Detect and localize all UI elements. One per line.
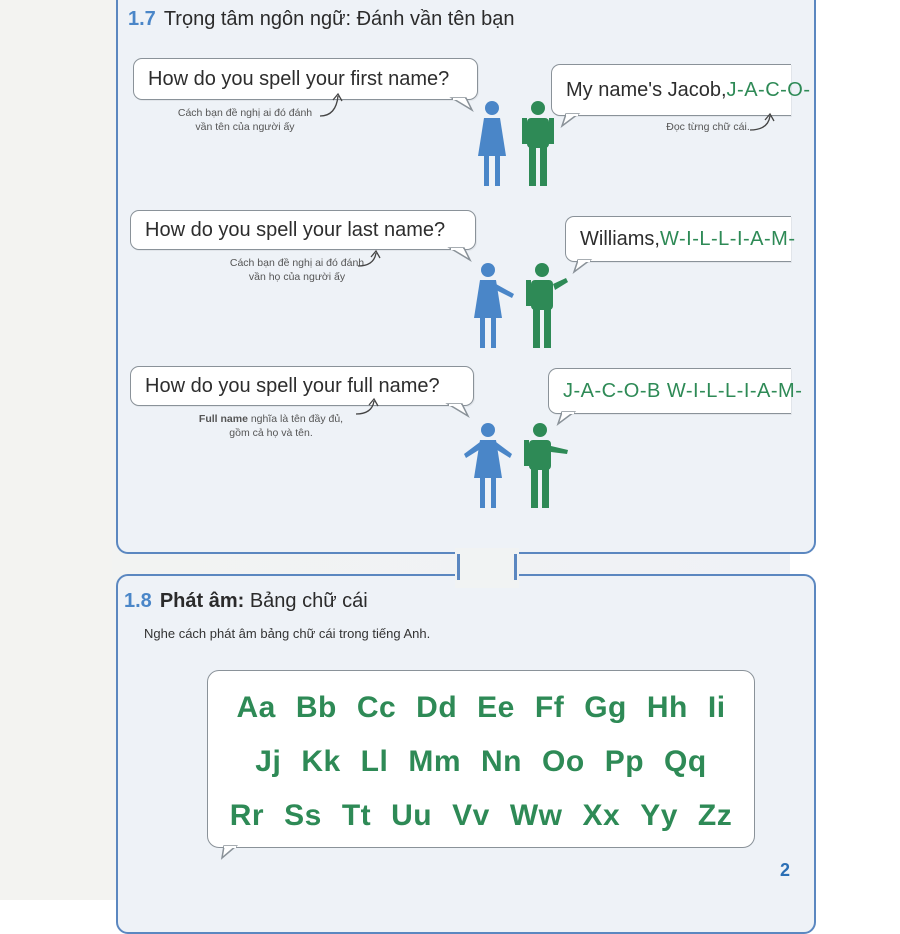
section-title-text: Trọng tâm ngôn ngữ: [163,8,352,30]
letter-pair: Jj [255,745,282,778]
connector-left [457,554,460,580]
letter-pair: Ss [284,799,322,832]
section-title-rest: Đánh vần tên bạn [356,8,515,30]
question-bubble-3 [130,366,474,406]
answer-spelling: J-A-C-O-B W-I-L-L-I-A-M- [563,379,803,402]
question-bubble-1 [133,58,478,100]
letter-pair: Pp [604,745,645,778]
letter-pair: Kk [301,745,341,778]
alphabet-row-1 [208,691,754,725]
section-number: 1.8 [124,590,152,612]
letter-pair: Gg [584,691,627,724]
letter-pair: Ii [707,691,726,724]
letter-pair: Ll [360,745,389,778]
answer-lead: Williams, [580,227,660,250]
arrow-icon [748,112,776,134]
letter-pair: Ww [509,799,563,832]
man-figure [518,98,558,190]
alphabet-bubble [207,670,755,848]
arrow-icon [354,398,384,420]
section-title-text: Phát âm: [159,590,245,612]
letter-pair: Bb [295,691,337,724]
bubble-tail-5 [446,404,476,420]
bubble-tail-2 [560,114,584,128]
question-text: How do you spell your first name? [148,67,450,90]
letter-pair: Dd [416,691,458,724]
alphabet-row-2 [208,745,754,779]
letter-pair: Tt [341,799,372,832]
woman-figure [470,260,518,352]
section-gap [455,548,519,588]
left-margin [0,0,112,900]
connector-right [514,554,517,580]
answer-lead: My name's Jacob, [566,78,727,101]
question-note-1: Cách bạn đề nghị ai đó đánh vần tên của người ấy [177,107,313,133]
alphabet-row-3 [208,799,754,833]
letter-pair: Ff [534,691,565,724]
page-number: 2 [780,860,791,880]
man-figure [524,260,572,352]
letter-pair: Yy [640,799,678,832]
letter-pair: Qq [664,745,707,778]
answer-bubble-2 [565,216,796,262]
question-note-2: Cách bạn đề nghị ai đó đánh vần họ của người ấy [229,257,365,283]
letter-pair: Rr [229,799,265,832]
answer-bubble-1 [551,64,811,116]
letter-pair: Aa [236,691,276,724]
letter-pair: Xx [582,799,621,832]
bubble-tail-7 [218,846,242,860]
letter-pair: Ee [477,691,515,724]
arrow-icon [356,250,386,272]
section-title-rest: Bảng chữ cái [249,590,368,612]
man-figure [522,420,572,512]
letter-pair: Hh [646,691,688,724]
answer-spelling: J-A-C-O- [726,78,811,101]
letter-pair: Uu [391,799,433,832]
answer-bubble-3 [548,368,803,414]
bubble-tail-4 [572,260,596,274]
question-bubble-2 [130,210,476,250]
letter-pair: Mm [408,745,462,778]
letter-pair: Oo [542,745,585,778]
section-1-7-title [128,8,514,31]
answer-spelling: W-I-L-L-I-A-M- [660,227,796,250]
question-note-3: Full name nghĩa là tên đầy đủ, gồm cả họ và tên. [198,413,344,439]
answer-note-1: Đọc từng chữ cái. [666,121,750,133]
letter-pair: Nn [481,745,523,778]
arrow-icon [318,92,350,120]
woman-figure [472,98,512,190]
question-text: How do you spell your full name? [145,374,440,397]
question-text: How do you spell your last name? [145,218,446,241]
letter-pair: Zz [697,799,733,832]
section-number: 1.7 [128,8,156,30]
woman-figure [460,420,516,512]
section-instruction: Nghe cách phát âm bảng chữ cái trong tiếng Anh. [144,626,431,641]
letter-pair: Vv [452,799,490,832]
letter-pair: Cc [356,691,397,724]
section-1-8-title [124,590,368,613]
